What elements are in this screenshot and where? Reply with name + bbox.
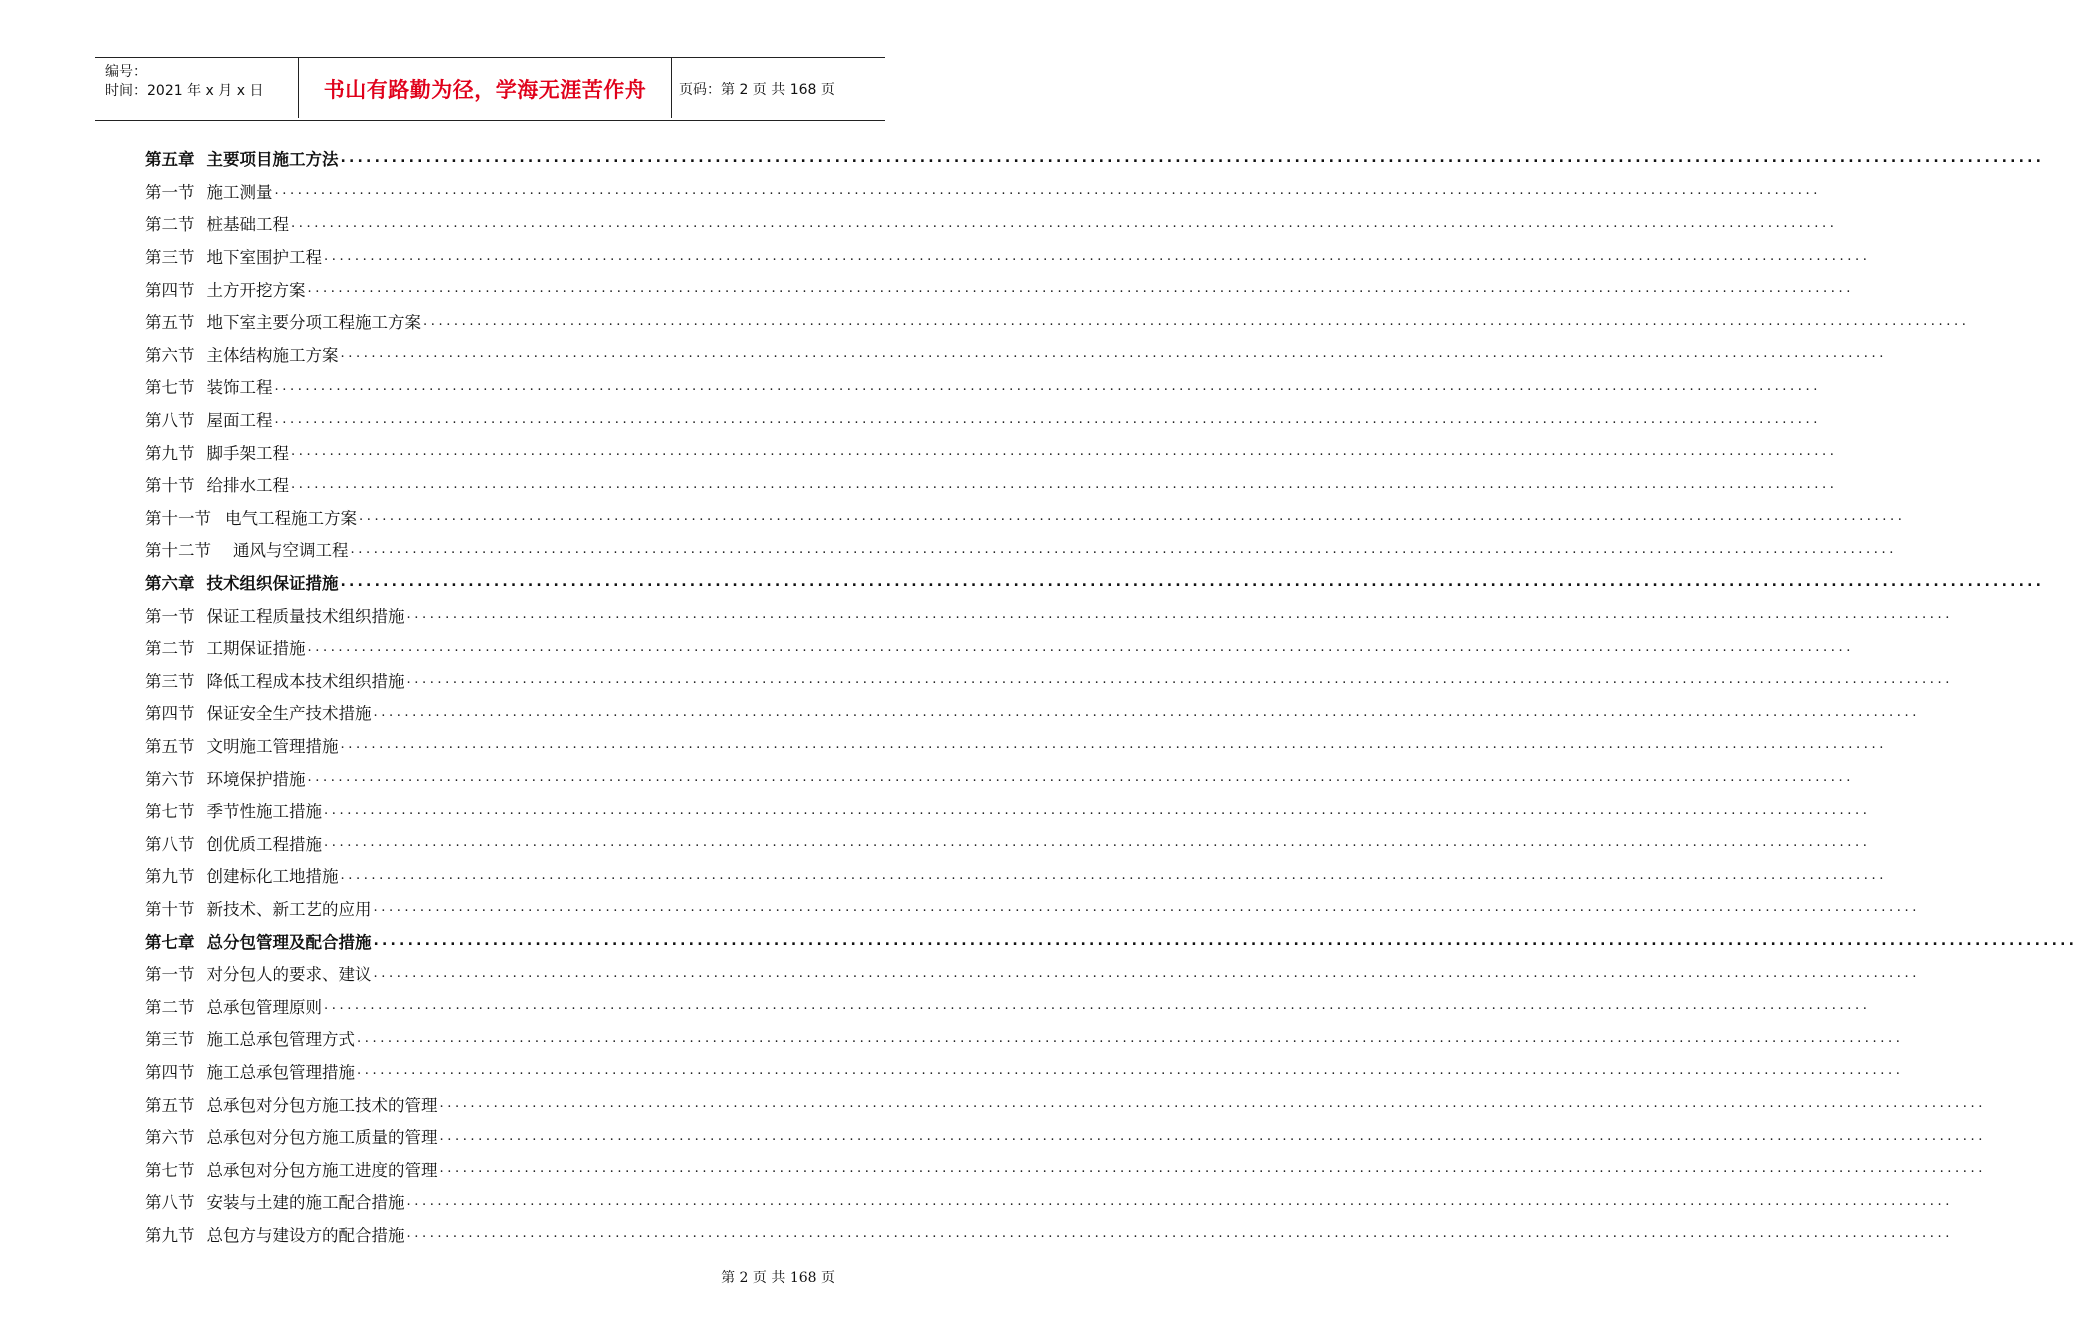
toc-entry-number: 第四节 [145,704,195,724]
toc-dot-leader: ........................................................................................................................................................................................................ [406,1193,1953,1209]
toc-entry-title: 总承包对分包方施工质量的管理 [206,1128,438,1148]
toc-entry-number: 第七节 [145,1160,195,1180]
header-meta [95,58,297,118]
toc-entry-title: 总包方与建设方的配合措施 [206,1225,405,1245]
toc-dot-leader: ........................................................................................................................................................................................................ [324,835,1871,851]
toc-section-entry[interactable] [145,1152,1986,1185]
toc-dot-leader: ........................................................................................................................................................................................................ [307,770,1854,786]
toc-entry-number: 第六节 [145,1128,195,1148]
toc-section-entry[interactable] [145,631,1854,664]
toc-entry-title: 工期保证措施 [206,639,306,659]
toc-dot-leader: ........................................................................................................................................................................................................ [340,867,1887,883]
toc-entry-title: 施工总承包管理方式 [206,1030,355,1050]
toc-entry-number: 第三节 [145,248,195,268]
toc-entry-title: 降低工程成本技术组织措施 [206,671,405,691]
toc-section-entry[interactable] [145,533,1897,566]
toc-dot-leader: ........................................................................................................................................................................................................ [340,737,1887,753]
toc-section-entry[interactable] [145,892,1920,925]
toc-section-entry[interactable] [145,957,1920,990]
header-page-cell [671,58,885,118]
toc-section-entry[interactable] [145,1185,1953,1218]
toc-entry-title: 桩基础工程 [206,215,289,235]
toc-entry-number: 第七章 [145,932,195,952]
page-footer: 第 2 页 共 168 页 [721,1270,835,1286]
toc-dot-leader: ........................................................................................................................................................................................................ [274,183,1821,199]
toc-entry-title: 装饰工程 [206,378,273,398]
toc-entry-number: 第六节 [145,769,195,789]
toc-entry-title: 新技术、新工艺的应用 [206,899,372,919]
toc-entry-title: 总分包管理及配合措施 [206,932,372,952]
toc-chapter-entry[interactable] [145,142,2045,175]
toc-section-entry[interactable] [145,207,1838,240]
toc-dot-leader: ........................................................................................................................................................................................................ [291,476,1838,492]
toc-section-entry[interactable] [145,370,1821,403]
toc-entry-title: 文明施工管理措施 [206,736,339,756]
toc-section-entry[interactable] [145,501,1906,534]
toc-entry-title: 土方开挖方案 [206,280,306,300]
toc-entry-title: 脚手架工程 [206,443,289,463]
toc-dot-leader: ........................................................................................................................................................................................................ [373,900,1920,916]
table-of-contents [145,142,2077,1250]
toc-dot-leader: ........................................................................................................................................................................................................ [423,313,1970,329]
toc-dot-leader: ........................................................................................................................................................................................................ [324,802,1871,818]
toc-section-entry[interactable] [145,305,1970,338]
toc-section-entry[interactable] [145,435,1838,468]
toc-dot-leader: ........................................................................................................................................................................................................ [274,378,1821,394]
toc-entry-title: 地下室围护工程 [206,248,322,268]
toc-entry-number: 第九节 [145,867,195,887]
toc-dot-leader: ........................................................................................................................................................................................................ [274,411,1821,427]
toc-entry-title: 安装与土建的施工配合措施 [206,1193,405,1213]
toc-entry-number: 第四节 [145,280,195,300]
toc-entry-number: 第十节 [145,899,195,919]
toc-dot-leader: ........................................................................................................................................................................................................ [373,965,1920,981]
toc-section-entry[interactable] [145,826,1871,859]
toc-dot-leader: ........................................................................................................................................................................................................ [324,998,1871,1014]
toc-entry-title: 主体结构施工方案 [206,345,339,365]
toc-entry-title: 环境保护措施 [206,769,306,789]
toc-entry-title: 季节性施工措施 [206,802,322,822]
toc-section-entry[interactable] [145,468,1838,501]
toc-dot-leader: ........................................................................................................................................................................................................ [439,1161,1986,1177]
toc-entry-number: 第一节 [145,182,195,202]
toc-section-entry[interactable] [145,1055,1904,1088]
toc-entry-number: 第十一节 [145,508,211,528]
toc-entry-title: 创优质工程措施 [206,834,322,854]
toc-dot-leader: ........................................................................................................................................................................................................ [291,215,1838,231]
toc-section-entry[interactable] [145,403,1821,436]
toc-entry-title: 通风与空调工程 [233,541,349,561]
toc-section-entry[interactable] [145,761,1854,794]
toc-entry-number: 第七节 [145,802,195,822]
toc-dot-leader: ........................................................................................................................................................................................................ [373,704,1920,720]
toc-section-entry[interactable] [145,859,1887,892]
toc-dot-leader: ........................................................................................................................................................................................................ [291,444,1838,460]
toc-entry-number: 第八节 [145,834,195,854]
toc-dot-leader: ........................................................................................................................................................................................................ [359,509,1906,525]
toc-entry-number: 第六章 [145,574,195,594]
toc-entry-title: 施工总承包管理措施 [206,1062,355,1082]
toc-dot-leader: ........................................................................................................................................................................................................ [439,1096,1986,1112]
toc-dot-leader: ........................................................................................................................................................................................................ [357,1030,1904,1046]
toc-section-entry[interactable] [145,338,1887,371]
page-header [95,57,885,121]
toc-entry-number: 第三节 [145,1030,195,1050]
toc-entry-number: 第二节 [145,215,195,235]
toc-entry-number: 第五章 [145,150,195,170]
toc-entry-title: 电气工程施工方案 [225,508,357,528]
toc-section-entry[interactable] [145,696,1920,729]
toc-dot-leader: ........................................................................................................................................................................................................ [350,541,1897,557]
toc-section-entry[interactable] [145,1218,1953,1251]
toc-entry-number: 第七节 [145,378,195,398]
toc-section-entry[interactable] [145,175,1821,208]
toc-dot-leader: ........................................................................................................................................................................................................ [307,639,1854,655]
toc-entry-number: 第二节 [145,639,195,659]
toc-entry-number: 第六节 [145,345,195,365]
toc-section-entry[interactable] [145,1120,1986,1153]
toc-dot-leader: ........................................................................................................................................................................................................ [406,672,1953,688]
toc-dot-leader: ........................................................................................................................................................................................................ [340,574,2045,591]
toc-entry-title: 总承包对分包方施工进度的管理 [206,1160,438,1180]
toc-entry-title: 施工测量 [206,182,273,202]
document-code-label: 编号： [105,64,147,80]
toc-entry-title: 技术组织保证措施 [206,574,339,594]
toc-entry-number: 第一节 [145,606,195,626]
toc-dot-leader: ........................................................................................................................................................................................................ [324,248,1871,264]
header-page-info: 页码：第 2 页 共 168 页 [679,82,835,98]
toc-section-entry[interactable] [145,989,1871,1022]
toc-section-entry[interactable] [145,664,1953,697]
toc-entry-title: 总承包对分包方施工技术的管理 [206,1095,438,1115]
toc-entry-number: 第九节 [145,1225,195,1245]
toc-entry-title: 保证工程质量技术组织措施 [206,606,405,626]
toc-section-entry[interactable] [145,1022,1904,1055]
toc-dot-leader: ........................................................................................................................................................................................................ [340,150,2045,167]
toc-entry-number: 第九节 [145,443,195,463]
document-time: 时间：2021 年 x 月 x 日 [105,83,264,99]
toc-entry-title: 创建标化工地措施 [206,867,339,887]
toc-dot-leader: ........................................................................................................................................................................................................ [406,607,1953,623]
toc-dot-leader: ........................................................................................................................................................................................................ [406,1226,1953,1242]
toc-entry-number: 第五节 [145,1095,195,1115]
toc-entry-title: 地下室主要分项工程施工方案 [206,313,421,333]
toc-entry-title: 对分包人的要求、建议 [206,965,372,985]
toc-entry-number: 第三节 [145,671,195,691]
toc-entry-number: 第十节 [145,476,195,496]
toc-dot-leader: ........................................................................................................................................................................................................ [307,281,1854,297]
toc-entry-number: 第八节 [145,411,195,431]
toc-entry-title: 给排水工程 [206,476,289,496]
toc-section-entry[interactable] [145,598,1953,631]
toc-entry-number: 第一节 [145,965,195,985]
toc-section-entry[interactable] [145,272,1854,305]
toc-entry-number: 第五节 [145,736,195,756]
toc-entry-title: 主要项目施工方法 [206,150,339,170]
toc-dot-leader: ........................................................................................................................................................................................................ [439,1128,1986,1144]
toc-section-entry[interactable] [145,240,1871,273]
toc-entry-title: 保证安全生产技术措施 [206,704,372,724]
toc-dot-leader: ........................................................................................................................................................................................................ [357,1063,1904,1079]
toc-entry-title: 屋面工程 [206,411,273,431]
toc-section-entry[interactable] [145,729,1887,762]
toc-entry-title: 总承包管理原则 [206,997,322,1017]
toc-dot-leader: ........................................................................................................................................................................................................ [340,346,1887,362]
toc-entry-number: 第十二节 [145,541,211,561]
toc-entry-number: 第二节 [145,997,195,1017]
toc-entry-number: 第四节 [145,1062,195,1082]
header-motto: 书山有路勤为径，学海无涯苦作舟 [323,78,647,102]
toc-section-entry[interactable] [145,794,1871,827]
toc-entry-number: 第五节 [145,313,195,333]
header-motto-cell [298,58,672,118]
toc-section-entry[interactable] [145,1087,1986,1120]
toc-dot-leader: ........................................................................................................................................................................................................ [373,932,2077,949]
toc-chapter-entry[interactable] [145,924,2077,957]
toc-entry-number: 第八节 [145,1193,195,1213]
toc-chapter-entry[interactable] [145,566,2045,599]
